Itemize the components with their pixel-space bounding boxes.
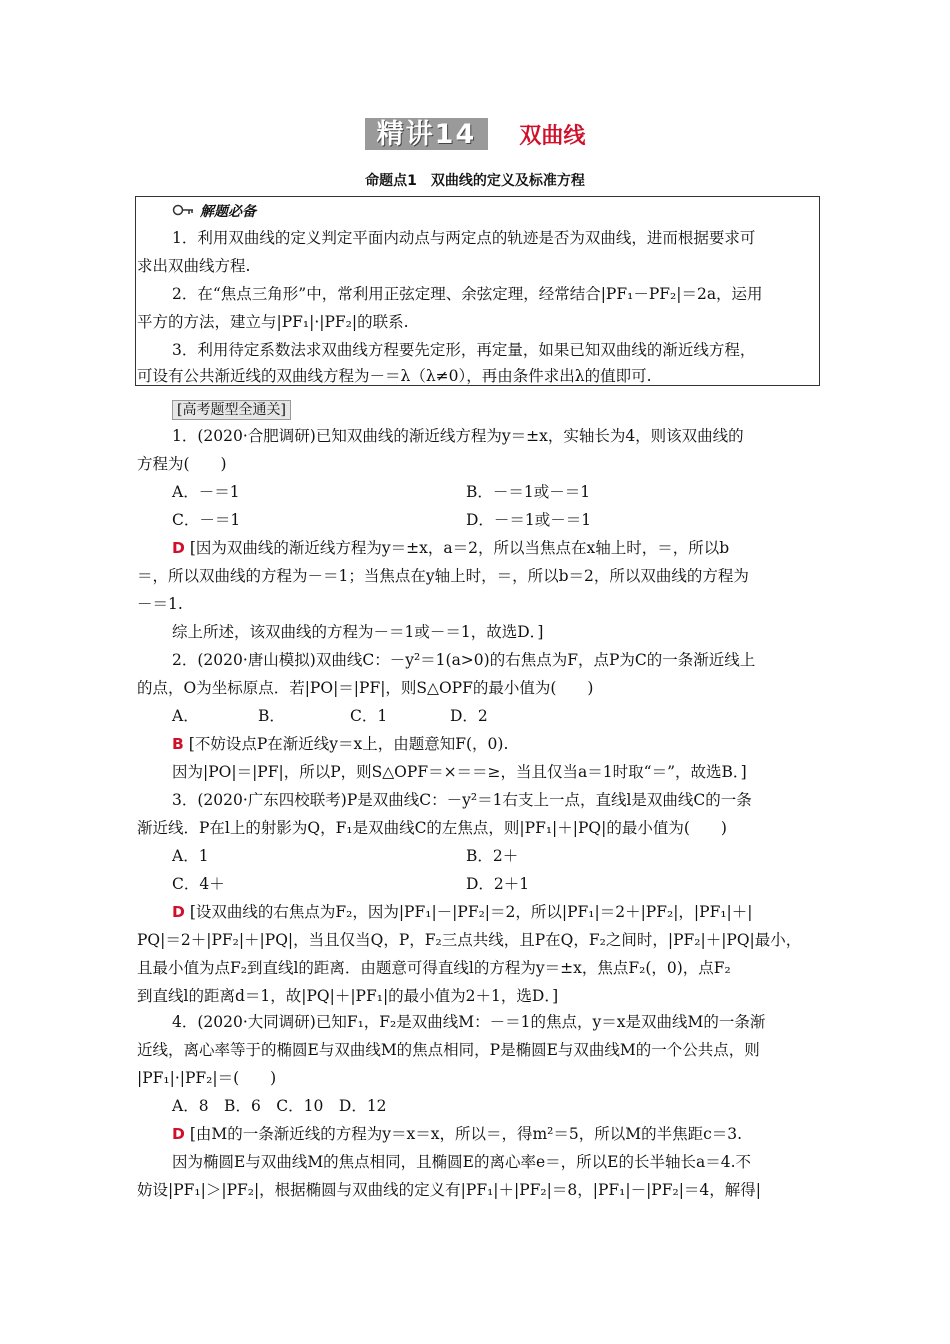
q2-option-b: B． — [258, 707, 285, 725]
q3-answer: D — [172, 903, 185, 921]
q2-solution — [172, 734, 508, 754]
tip-line: 2．在“焦点三角形”中，常利用正弦定理、余弦定理，经常结合|PF₁－PF₂|＝2a，运用 — [172, 285, 763, 303]
q2-solution-text: [不妨设点P在渐近线y＝x上，由题意知F(，0). — [188, 735, 509, 753]
q4-answer: D — [172, 1125, 185, 1143]
q4-solution-line: 妨设|PF₁|＞|PF₂|，根据椭圆与双曲线的定义有|PF₁|＋|PF₂|＝8，|PF₁|－|PF₂|＝4，解得| — [137, 1181, 761, 1199]
q1-solution-line: －＝1. — [137, 595, 183, 613]
q4-options: A．8 B．6 C．10 D．12 — [172, 1097, 387, 1115]
q1-solution-text: [因为双曲线的渐近线方程为y＝±x，a＝2，所以当焦点在x轴上时，＝，所以b — [189, 539, 730, 557]
q1-option-d: D．－＝1或－＝1 — [466, 511, 592, 529]
q2-option-d: D．2 — [450, 707, 488, 725]
q2-solution-line: 因为|PO|＝|PF|，所以P，则S△OPF＝×＝＝≥，当且仅当a＝1时取“＝”，故选B．] — [172, 763, 747, 781]
q4-stem: |PF₁|·|PF₂|＝( ) — [137, 1069, 277, 1087]
tip-line: 可设有公共渐近线的双曲线方程为－＝λ（λ≠0），再由条件求出λ的值即可. — [137, 367, 652, 385]
q3-stem: 3．(2020·广东四校联考)P是双曲线C：－y²＝1右支上一点，直线l是双曲线C的一条 — [172, 791, 752, 809]
topic-subtitle: 命题点1 双曲线的定义及标准方程 — [365, 173, 585, 189]
tip-line: 求出双曲线方程. — [137, 257, 251, 275]
q4-stem: 4．(2020·大同调研)已知F₁，F₂是双曲线M：－＝1的焦点，y＝x是双曲线M的一条渐 — [172, 1013, 766, 1031]
q3-stem: 渐近线．P在l上的射影为Q，F₁是双曲线C的左焦点，则|PF₁|＋|PQ|的最小值为( ) — [137, 819, 727, 837]
q2-option-a: A． — [172, 707, 199, 725]
q1-option-b: B．－＝1或－＝1 — [466, 483, 591, 501]
key-icon — [172, 204, 194, 220]
q3-solution-text: [设双曲线的右焦点为F₂，因为|PF₁|－|PF₂|＝2，所以|PF₁|＝2＋|PF₂|，|PF₁|＋| — [189, 903, 753, 921]
q2-option-c: C．1 — [350, 707, 388, 725]
q1-solution-line: 综上所述，该双曲线的方程为－＝1或－＝1，故选D．] — [172, 623, 544, 641]
q3-solution — [172, 902, 752, 922]
lesson-title — [0, 118, 950, 150]
q3-option-a: A．1 — [172, 847, 209, 865]
q3-solution-line: PQ|＝2＋|PF₂|＋|PQ|，当且仅当Q，P，F₂三点共线，且P在Q，F₂之间时，|PF₂|＋|PQ|最小， — [137, 931, 802, 949]
q1-option-c: C．－＝1 — [172, 511, 241, 529]
section-tag: [高考题型全通关] — [172, 400, 291, 420]
q3-option-c: C．4＋ — [172, 875, 225, 893]
tips-heading-text: 解题必备 — [200, 204, 256, 220]
q2-stem: 2．(2020·唐山模拟)双曲线C：－y²＝1(a>0)的右焦点为F，点P为C的一条渐近线上 — [172, 651, 756, 669]
q1-solution-line: ＝，所以双曲线的方程为－＝1；当焦点在y轴上时，＝，所以b＝2，所以双曲线的方程为 — [137, 567, 749, 585]
q3-solution-line: 到直线l的距离d＝1，故|PQ|＋|PF₁|的最小值为2＋1，选D．] — [137, 987, 559, 1005]
tip-line: 平方的方法，建立与|PF₁|·|PF₂|的联系. — [137, 313, 409, 331]
q2-stem: 的点，O为坐标原点．若|PO|＝|PF|，则S△OPF的最小值为( ) — [137, 679, 594, 697]
q4-solution — [172, 1124, 742, 1144]
q4-solution-text: [由M的一条渐近线的方程为y＝x＝x，所以＝，得m²＝5，所以M的半焦距c＝3. — [189, 1125, 743, 1143]
q3-option-d: D．2＋1 — [466, 875, 530, 893]
q1-option-a: A．－＝1 — [172, 483, 240, 501]
q2-answer: B — [172, 735, 184, 753]
q4-solution-line: 因为椭圆E与双曲线M的焦点相同，且椭圆E的离心率e＝，所以E的长半轴长a＝4.不 — [172, 1153, 752, 1171]
q1-answer: D — [172, 539, 185, 557]
q1-stem: 1．(2020·合肥调研)已知双曲线的渐近线方程为y＝±x，实轴长为4，则该双曲线的 — [172, 427, 744, 445]
q1-stem: 方程为( ) — [137, 455, 227, 473]
lesson-heading: 双曲线 — [519, 123, 586, 149]
tip-line: 3．利用待定系数法求双曲线方程要先定形，再定量，如果已知双曲线的渐近线方程， — [172, 341, 756, 359]
q3-solution-line: 且最小值为点F₂到直线l的距离．由题意可得直线l的方程为y＝±x，焦点F₂(，0)，点F₂ — [137, 959, 731, 977]
q4-stem: 近线，离心率等于的椭圆E与双曲线M的焦点相同，P是椭圆E与双曲线M的一个公共点，则 — [137, 1041, 760, 1059]
tips-heading — [172, 201, 256, 221]
q1-solution — [172, 538, 729, 558]
tip-line: 1．利用双曲线的定义判定平面内动点与两定点的轨迹是否为双曲线，进而根据要求可 — [172, 229, 756, 247]
q3-option-b: B．2＋ — [466, 847, 519, 865]
lesson-badge: 精讲14 — [365, 118, 489, 150]
